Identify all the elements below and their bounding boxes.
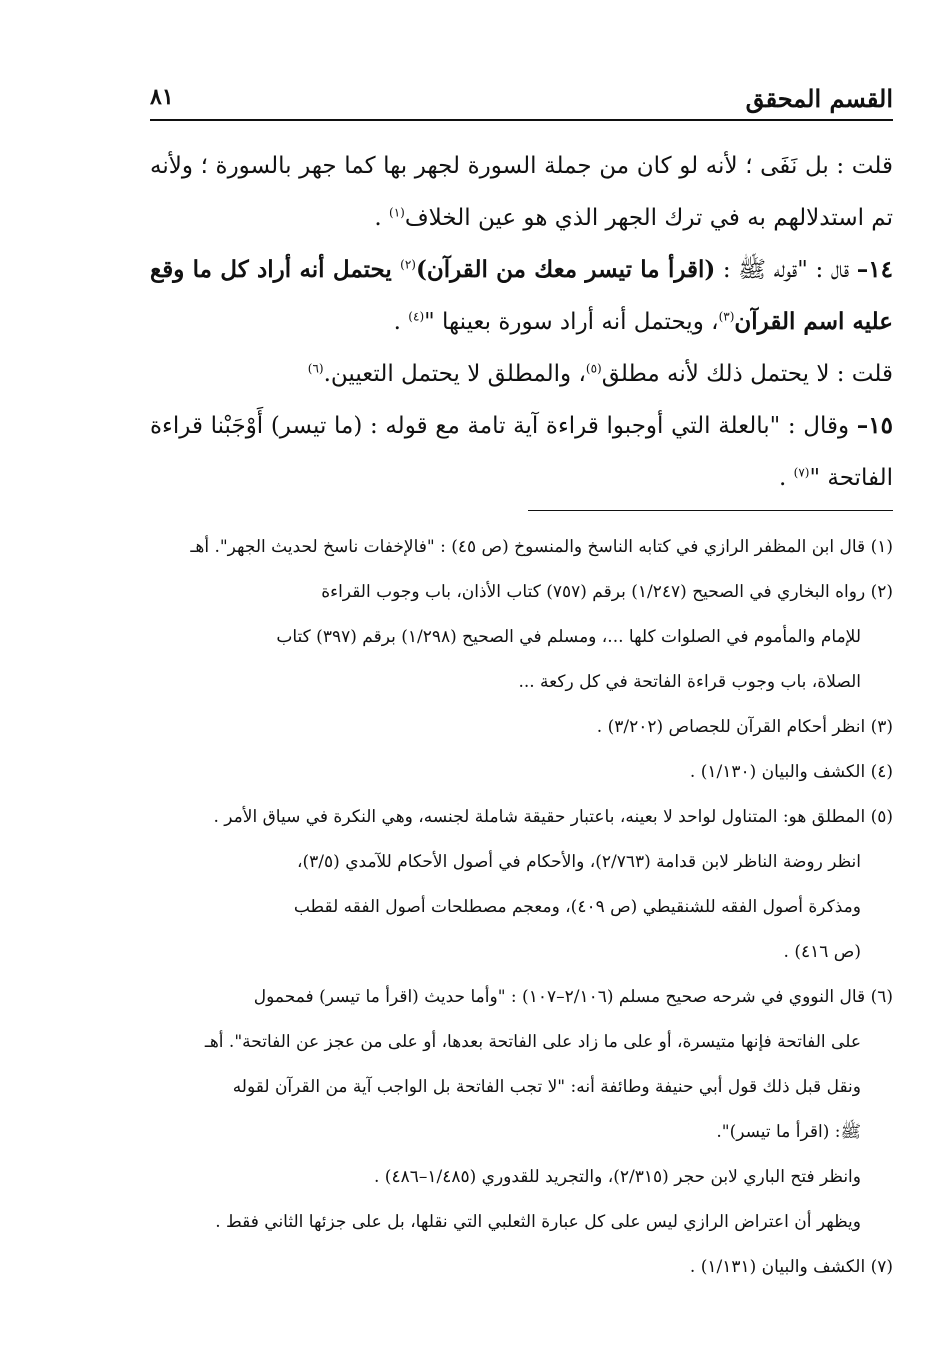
- footnote-5-line-4: (ص ٤١٦) .: [783, 942, 861, 962]
- hadith-quote: (اقرأ ما تيسر معك من القرآن): [415, 256, 716, 283]
- item-number-15: ١٥–: [856, 412, 893, 439]
- footnote-ref-6: (٦): [307, 361, 324, 376]
- paragraph-14-mid: يحتمل أنه أراد كل ما وقع عليه اسم القرآن: [150, 256, 893, 335]
- footnote-4: (٤) الكشف والبيان (١/١٣٠) .: [689, 762, 893, 782]
- paragraph-15-end: .: [779, 465, 794, 491]
- paragraph-15-text: وقال : "بالعلة التي أوجبوا قراءة آية تامة مع قوله : (ما تيسر) أَوْجَبْنا قراءة الفاتحة ": [150, 413, 893, 491]
- header-divider: [150, 119, 893, 121]
- footnote-5-line-2: انظر روضة الناظر لابن قدامة (٢/٧٦٣)، والأحكام في أصول الأحكام للآمدي (٣/٥)،: [297, 852, 861, 872]
- footnote-2: (٢) رواه البخاري في الصحيح (١/٢٤٧) برقم (٧٥٧) كتاب الأذان، باب وجوب القراءة: [321, 582, 893, 602]
- footnote-6-line-4: ﷺ: (اقرأ ما تيسر)".: [716, 1122, 861, 1142]
- footnote-5: (٥) المطلق هو: المتناول لواحد لا بعينه، باعتبار حقيقة شاملة لجنسه، وهي النكرة في سياق الأمر .: [213, 807, 893, 827]
- footnote-6-line-5: وانظر فتح الباري لابن حجر (٢/٣١٥)، والتجريد للقدوري (١/٤٨٥–٤٨٦) .: [373, 1167, 861, 1187]
- footnote-5-line-3: ومذكرة أصول الفقه للشنقيطي (ص ٤٠٩)، ومعجم مصطلحات أصول الفقه لقطب: [293, 897, 861, 917]
- footnote-6-line-2: على الفاتحة فإنها متيسرة، أو على ما زاد على الفاتحة بعدها، أو على من عجز عن الفاتحة". أهـ: [204, 1032, 861, 1052]
- running-header: [150, 80, 893, 116]
- footnote-ref-1: (١): [389, 205, 405, 220]
- footnote-6-line-3: ونقل قبل ذلك قول أبي حنيفة وطائفة أنه: "لا تجب الفاتحة بل الواجب آية من القرآن لقوله: [232, 1077, 861, 1097]
- paragraph-1-text: قلت : بل نَفَى ؛ لأنه لو كان من جملة السورة لجهر بها كما جهر بالسورة ؛ ولأنه تم استدلالهم به في ترك الجهر الذي هو عين الخلاف: [150, 153, 893, 231]
- footnote-ref-2: (٢): [400, 257, 416, 272]
- item-number-14: ١٤–: [856, 256, 893, 283]
- paragraph-14: [150, 244, 893, 348]
- footnote-ref-3: (٣): [718, 309, 735, 324]
- paragraph-reply: [150, 348, 893, 400]
- main-text: [150, 140, 893, 504]
- footnote-2-line-2: للإمام والمأموم في الصلوات كلها ...، ومسلم في الصحيح (١/٢٩٨) برقم (٣٩٧) كتاب: [276, 627, 861, 647]
- reply-mid: ، والمطلق لا يحتمل التعيين.: [323, 361, 586, 387]
- footnotes: [150, 525, 893, 1290]
- footnote-3: (٣) انظر أحكام القرآن للجصاص (٣/٢٠٢) .: [596, 717, 893, 737]
- paragraph-15: [150, 400, 893, 504]
- paragraph-1: [150, 140, 893, 244]
- section-title: القسم المحقق: [745, 84, 893, 113]
- paragraph-14-pre: قال : "قوله ﷺ :: [715, 257, 857, 283]
- footnote-2-line-3: الصلاة، باب وجوب قراءة الفاتحة في كل ركعة ...: [518, 672, 861, 692]
- footnote-ref-5: (٥): [585, 361, 602, 376]
- reply-pre: قلت : لا يحتمل ذلك لأنه مطلق: [601, 361, 893, 387]
- paragraph-14-end: .: [393, 309, 409, 335]
- footnote-1: (١) قال ابن المظفر الرازي في كتابه الناسخ والمنسوخ (ص ٤٥) : "فالإخفات ناسخ لحديث الجهر". أهـ: [190, 537, 893, 557]
- page-number: ٨١: [150, 84, 174, 110]
- footnote-6-line-6: ويظهر أن اعتراض الرازي ليس على كل عبارة الثعلبي التي نقلها، بل على جزئها الثاني فقط .: [215, 1212, 861, 1232]
- footnote-7: (٧) الكشف والبيان (١/١٣١) .: [689, 1257, 893, 1277]
- paragraph-14-mid2: ، ويحتمل أنه أراد سورة بعينها ": [424, 309, 719, 335]
- footnote-divider: [528, 510, 893, 511]
- footnote-ref-7: (٧): [793, 465, 810, 480]
- footnote-ref-4: (٤): [408, 309, 425, 324]
- footnote-6: (٦) قال النووي في شرحه صحيح مسلم (٢/١٠٦–١٠٧) : "وأما حديث (اقرأ ما تيسر) فمحمول: [253, 987, 893, 1007]
- paragraph-1-end: .: [374, 205, 389, 231]
